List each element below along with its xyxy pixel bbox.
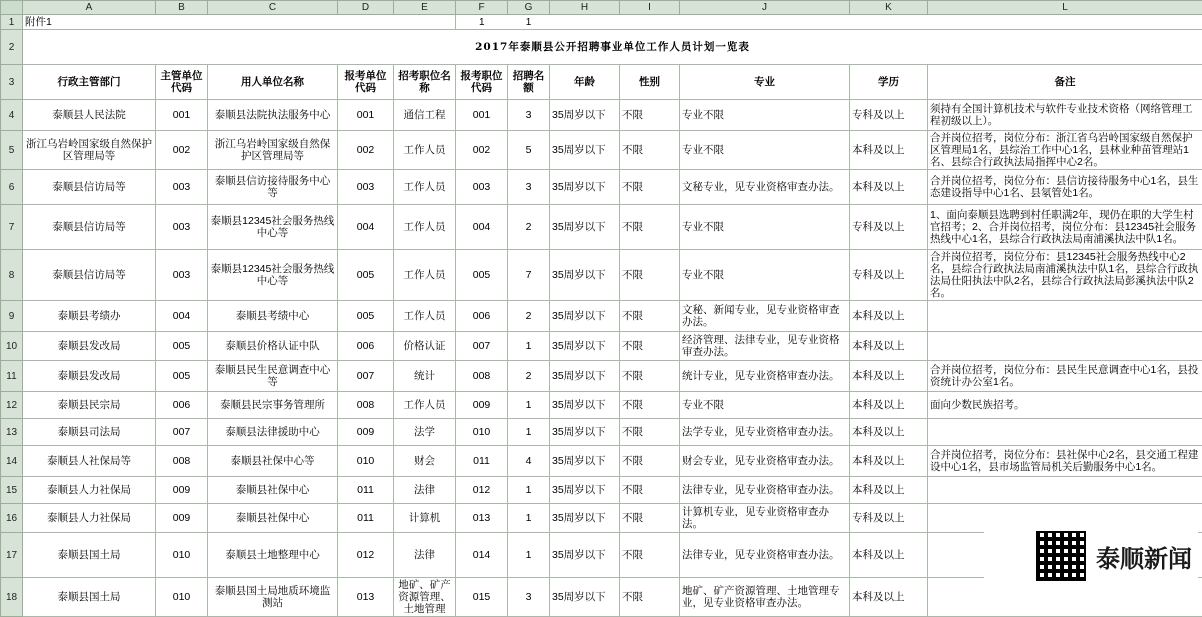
cell-unit-code: 013 bbox=[338, 578, 394, 617]
cell-unit: 泰顺县信访接待服务中心等 bbox=[208, 170, 338, 205]
column-header-A[interactable]: A bbox=[23, 1, 156, 15]
row-header-3[interactable]: 3 bbox=[1, 65, 23, 100]
cell-position-code: 002 bbox=[456, 131, 508, 170]
cell-position: 财会 bbox=[394, 446, 456, 477]
cell-unit-code: 005 bbox=[338, 250, 394, 301]
cell-position-code: 015 bbox=[456, 578, 508, 617]
table-row bbox=[1, 301, 1202, 332]
attachment-label: 附件1 bbox=[23, 15, 456, 30]
cell-remark: 合并岗位招考，岗位分布：县民生民意调查中心1名，县投资统计办公室1名。 bbox=[928, 361, 1202, 392]
cell-age: 35周岁以下 bbox=[550, 392, 620, 419]
cell-dept-code: 004 bbox=[156, 301, 208, 332]
cell-quota: 1 bbox=[508, 419, 550, 446]
cell-dept: 泰顺县信访局等 bbox=[23, 170, 156, 205]
column-header-B[interactable]: B bbox=[156, 1, 208, 15]
cell-dept-code: 005 bbox=[156, 361, 208, 392]
table-row bbox=[1, 100, 1202, 131]
row-header-2[interactable]: 2 bbox=[1, 30, 23, 65]
cell-unit: 泰顺县国土局地质环境监测站 bbox=[208, 578, 338, 617]
col-head-position: 招考职位名称 bbox=[394, 65, 456, 100]
empty-cell bbox=[850, 15, 928, 30]
cell-gender: 不限 bbox=[620, 392, 680, 419]
cell-quota: 3 bbox=[508, 578, 550, 617]
row1-mark-g: 1 bbox=[508, 15, 550, 30]
table-row bbox=[1, 131, 1202, 170]
cell-unit-code: 009 bbox=[338, 419, 394, 446]
cell-age: 35周岁以下 bbox=[550, 250, 620, 301]
cell-gender: 不限 bbox=[620, 477, 680, 504]
column-header-D[interactable]: D bbox=[338, 1, 394, 15]
cell-unit: 泰顺县社保中心等 bbox=[208, 446, 338, 477]
cell-position-code: 014 bbox=[456, 533, 508, 578]
cell-age: 35周岁以下 bbox=[550, 170, 620, 205]
column-header-I[interactable]: I bbox=[620, 1, 680, 15]
cell-age: 35周岁以下 bbox=[550, 332, 620, 361]
cell-unit: 浙江乌岩岭国家级自然保护区管理局等 bbox=[208, 131, 338, 170]
publisher-brand: 泰顺新闻 bbox=[1096, 539, 1192, 574]
col-head-unit-code: 报考单位代码 bbox=[338, 65, 394, 100]
cell-dept: 泰顺县人力社保局 bbox=[23, 477, 156, 504]
row-header-18[interactable]: 18 bbox=[1, 578, 23, 617]
cell-position-code: 005 bbox=[456, 250, 508, 301]
cell-major: 计算机专业，见专业资格审查办法。 bbox=[680, 504, 850, 533]
cell-education: 专科及以上 bbox=[850, 100, 928, 131]
cell-remark: 须持有全国计算机技术与软件专业技术资格（网络管理工程初级以上）。 bbox=[928, 100, 1202, 131]
cell-unit: 泰顺县社保中心 bbox=[208, 477, 338, 504]
row-header-11[interactable]: 11 bbox=[1, 361, 23, 392]
cell-unit-code: 001 bbox=[338, 100, 394, 131]
cell-quota: 1 bbox=[508, 477, 550, 504]
page-title: 2017年泰顺县公开招聘事业单位工作人员计划一览表 bbox=[23, 30, 1202, 65]
table-row bbox=[1, 419, 1202, 446]
cell-position-code: 012 bbox=[456, 477, 508, 504]
col-head-age: 年龄 bbox=[550, 65, 620, 100]
cell-gender: 不限 bbox=[620, 205, 680, 250]
cell-education: 专科及以上 bbox=[850, 250, 928, 301]
col-head-major: 专业 bbox=[680, 65, 850, 100]
grid-corner[interactable] bbox=[1, 1, 23, 15]
cell-position-code: 008 bbox=[456, 361, 508, 392]
cell-remark: 合并岗位招考，岗位分布：县12345社会服务热线中心2名，县综合行政执法局南浦溪执法中队1名，县综合行政执法局仕阳执法中队2名，县综合行政执法局彭溪执法中队2名。 bbox=[928, 250, 1202, 301]
col-head-quota: 招聘名额 bbox=[508, 65, 550, 100]
cell-position: 工作人员 bbox=[394, 392, 456, 419]
cell-quota: 1 bbox=[508, 504, 550, 533]
row-header-9[interactable]: 9 bbox=[1, 301, 23, 332]
cell-position-code: 013 bbox=[456, 504, 508, 533]
column-header-F[interactable]: F bbox=[456, 1, 508, 15]
col-head-position-code: 报考职位代码 bbox=[456, 65, 508, 100]
empty-cell bbox=[620, 15, 680, 30]
cell-position: 工作人员 bbox=[394, 131, 456, 170]
cell-unit-code: 011 bbox=[338, 477, 394, 504]
cell-major: 专业不限 bbox=[680, 392, 850, 419]
row-header-14[interactable]: 14 bbox=[1, 446, 23, 477]
cell-gender: 不限 bbox=[620, 301, 680, 332]
cell-unit: 泰顺县社保中心 bbox=[208, 504, 338, 533]
qr-code-icon bbox=[1034, 529, 1088, 583]
cell-dept-code: 005 bbox=[156, 332, 208, 361]
cell-remark: 1、面向泰顺县选聘到村任职满2年，现仍在职的大学生村官招考；2、合并岗位招考，岗位分布：县12345社会服务热线中心1名，县综合行政执法局南浦溪执法中队1名。 bbox=[928, 205, 1202, 250]
column-header-L[interactable]: L bbox=[928, 1, 1202, 15]
cell-dept-code: 007 bbox=[156, 419, 208, 446]
row-header-4[interactable]: 4 bbox=[1, 100, 23, 131]
table-row bbox=[1, 446, 1202, 477]
cell-dept: 泰顺县考绩办 bbox=[23, 301, 156, 332]
cell-major: 文秘专业，见专业资格审查办法。 bbox=[680, 170, 850, 205]
cell-dept-code: 010 bbox=[156, 578, 208, 617]
cell-gender: 不限 bbox=[620, 419, 680, 446]
cell-education: 本科及以上 bbox=[850, 170, 928, 205]
cell-major: 财会专业，见专业资格审查办法。 bbox=[680, 446, 850, 477]
table-row bbox=[1, 205, 1202, 250]
table-row bbox=[1, 392, 1202, 419]
cell-major: 统计专业，见专业资格审查办法。 bbox=[680, 361, 850, 392]
cell-position-code: 007 bbox=[456, 332, 508, 361]
cell-remark bbox=[928, 301, 1202, 332]
cell-unit-code: 003 bbox=[338, 170, 394, 205]
column-header-G[interactable]: G bbox=[508, 1, 550, 15]
cell-remark bbox=[928, 477, 1202, 504]
cell-education: 本科及以上 bbox=[850, 131, 928, 170]
cell-remark bbox=[928, 419, 1202, 446]
cell-position: 计算机 bbox=[394, 504, 456, 533]
cell-unit-code: 011 bbox=[338, 504, 394, 533]
cell-education: 本科及以上 bbox=[850, 533, 928, 578]
cell-unit-code: 002 bbox=[338, 131, 394, 170]
cell-gender: 不限 bbox=[620, 332, 680, 361]
cell-dept-code: 002 bbox=[156, 131, 208, 170]
col-head-gender: 性别 bbox=[620, 65, 680, 100]
cell-major: 法律专业，见专业资格审查办法。 bbox=[680, 477, 850, 504]
cell-age: 35周岁以下 bbox=[550, 131, 620, 170]
table-row bbox=[1, 332, 1202, 361]
cell-position: 法律 bbox=[394, 477, 456, 504]
cell-age: 35周岁以下 bbox=[550, 477, 620, 504]
cell-age: 35周岁以下 bbox=[550, 578, 620, 617]
empty-cell bbox=[680, 15, 850, 30]
table-row bbox=[1, 361, 1202, 392]
cell-dept-code: 009 bbox=[156, 504, 208, 533]
cell-age: 35周岁以下 bbox=[550, 419, 620, 446]
cell-education: 本科及以上 bbox=[850, 301, 928, 332]
row-header-16[interactable]: 16 bbox=[1, 504, 23, 533]
column-header-C[interactable]: C bbox=[208, 1, 338, 15]
cell-position: 工作人员 bbox=[394, 301, 456, 332]
cell-gender: 不限 bbox=[620, 170, 680, 205]
table-row bbox=[1, 477, 1202, 504]
cell-gender: 不限 bbox=[620, 578, 680, 617]
cell-position-code: 001 bbox=[456, 100, 508, 131]
cell-unit: 泰顺县考绩中心 bbox=[208, 301, 338, 332]
cell-unit-code: 007 bbox=[338, 361, 394, 392]
cell-position: 工作人员 bbox=[394, 250, 456, 301]
row-header-15[interactable]: 15 bbox=[1, 477, 23, 504]
cell-dept-code: 008 bbox=[156, 446, 208, 477]
col-head-remark: 备注 bbox=[928, 65, 1202, 100]
cell-dept-code: 003 bbox=[156, 205, 208, 250]
cell-age: 35周岁以下 bbox=[550, 446, 620, 477]
row-header-10[interactable]: 10 bbox=[1, 332, 23, 361]
cell-dept: 泰顺县人民法院 bbox=[23, 100, 156, 131]
cell-unit-code: 008 bbox=[338, 392, 394, 419]
cell-quota: 1 bbox=[508, 533, 550, 578]
cell-major: 法学专业，见专业资格审查办法。 bbox=[680, 419, 850, 446]
cell-dept: 泰顺县国土局 bbox=[23, 533, 156, 578]
cell-position-code: 010 bbox=[456, 419, 508, 446]
cell-education: 专科及以上 bbox=[850, 205, 928, 250]
cell-dept-code: 006 bbox=[156, 392, 208, 419]
cell-quota: 1 bbox=[508, 332, 550, 361]
cell-unit: 泰顺县12345社会服务热线中心等 bbox=[208, 205, 338, 250]
cell-age: 35周岁以下 bbox=[550, 301, 620, 332]
row-header-17[interactable]: 17 bbox=[1, 533, 23, 578]
cell-unit-code: 005 bbox=[338, 301, 394, 332]
cell-unit: 泰顺县民生民意调查中心等 bbox=[208, 361, 338, 392]
cell-unit: 泰顺县法院执法服务中心 bbox=[208, 100, 338, 131]
empty-cell bbox=[928, 15, 1202, 30]
col-head-unit: 用人单位名称 bbox=[208, 65, 338, 100]
cell-position: 法律 bbox=[394, 533, 456, 578]
cell-dept-code: 003 bbox=[156, 250, 208, 301]
cell-major: 经济管理、法律专业，见专业资格审查办法。 bbox=[680, 332, 850, 361]
cell-age: 35周岁以下 bbox=[550, 361, 620, 392]
cell-quota: 2 bbox=[508, 205, 550, 250]
row1-mark-f: 1 bbox=[456, 15, 508, 30]
cell-unit: 泰顺县土地整理中心 bbox=[208, 533, 338, 578]
cell-gender: 不限 bbox=[620, 250, 680, 301]
cell-education: 本科及以上 bbox=[850, 332, 928, 361]
cell-position: 地矿、矿产资源管理、土地管理 bbox=[394, 578, 456, 617]
cell-position: 工作人员 bbox=[394, 205, 456, 250]
cell-unit-code: 010 bbox=[338, 446, 394, 477]
column-header-H[interactable]: H bbox=[550, 1, 620, 15]
cell-position: 法学 bbox=[394, 419, 456, 446]
cell-position-code: 004 bbox=[456, 205, 508, 250]
cell-position: 工作人员 bbox=[394, 170, 456, 205]
row-header-12[interactable]: 12 bbox=[1, 392, 23, 419]
cell-quota: 7 bbox=[508, 250, 550, 301]
cell-remark: 合并岗位招考，岗位分布：县信访接待服务中心1名，县生态建设指导中心1名、县氡管处1名。 bbox=[928, 170, 1202, 205]
cell-dept: 泰顺县民宗局 bbox=[23, 392, 156, 419]
cell-unit: 泰顺县民宗事务管理所 bbox=[208, 392, 338, 419]
col-head-education: 学历 bbox=[850, 65, 928, 100]
cell-education: 本科及以上 bbox=[850, 446, 928, 477]
cell-remark: 面向少数民族招考。 bbox=[928, 392, 1202, 419]
cell-major: 专业不限 bbox=[680, 131, 850, 170]
row-header-8[interactable]: 8 bbox=[1, 250, 23, 301]
cell-quota: 2 bbox=[508, 301, 550, 332]
cell-quota: 5 bbox=[508, 131, 550, 170]
cell-quota: 2 bbox=[508, 361, 550, 392]
column-header-row bbox=[1, 1, 1202, 15]
cell-position-code: 011 bbox=[456, 446, 508, 477]
cell-position: 通信工程 bbox=[394, 100, 456, 131]
row-header-6[interactable]: 6 bbox=[1, 170, 23, 205]
cell-dept-code: 001 bbox=[156, 100, 208, 131]
cell-dept-code: 009 bbox=[156, 477, 208, 504]
cell-education: 专科及以上 bbox=[850, 504, 928, 533]
cell-dept: 泰顺县信访局等 bbox=[23, 205, 156, 250]
cell-quota: 1 bbox=[508, 392, 550, 419]
cell-unit: 泰顺县法律援助中心 bbox=[208, 419, 338, 446]
cell-major: 地矿、矿产资源管理、土地管理专业，见专业资格审查办法。 bbox=[680, 578, 850, 617]
table-row bbox=[1, 170, 1202, 205]
column-header-K[interactable]: K bbox=[850, 1, 928, 15]
cell-gender: 不限 bbox=[620, 446, 680, 477]
cell-position: 价格认证 bbox=[394, 332, 456, 361]
cell-dept: 泰顺县国土局 bbox=[23, 578, 156, 617]
cell-dept: 泰顺县司法局 bbox=[23, 419, 156, 446]
publisher-watermark bbox=[984, 528, 1198, 584]
row-header-7[interactable]: 7 bbox=[1, 205, 23, 250]
cell-unit: 泰顺县12345社会服务热线中心等 bbox=[208, 250, 338, 301]
table-row bbox=[1, 15, 1202, 30]
cell-age: 35周岁以下 bbox=[550, 205, 620, 250]
cell-dept: 泰顺县人力社保局 bbox=[23, 504, 156, 533]
cell-education: 本科及以上 bbox=[850, 477, 928, 504]
cell-gender: 不限 bbox=[620, 131, 680, 170]
row-header-13[interactable]: 13 bbox=[1, 419, 23, 446]
empty-cell bbox=[550, 15, 620, 30]
column-header-E[interactable]: E bbox=[394, 1, 456, 15]
cell-quota: 4 bbox=[508, 446, 550, 477]
cell-age: 35周岁以下 bbox=[550, 504, 620, 533]
cell-unit-code: 012 bbox=[338, 533, 394, 578]
cell-dept: 泰顺县信访局等 bbox=[23, 250, 156, 301]
cell-education: 本科及以上 bbox=[850, 392, 928, 419]
cell-age: 35周岁以下 bbox=[550, 100, 620, 131]
cell-dept: 浙江乌岩岭国家级自然保护区管理局等 bbox=[23, 131, 156, 170]
column-header-J[interactable]: J bbox=[680, 1, 850, 15]
row-header-1[interactable]: 1 bbox=[1, 15, 23, 30]
cell-dept: 泰顺县发改局 bbox=[23, 332, 156, 361]
cell-dept: 泰顺县发改局 bbox=[23, 361, 156, 392]
cell-remark: 合并岗位招考，岗位分布：县社保中心2名，县交通工程建设中心1名，县市场监管局机关后勤服务中心1名。 bbox=[928, 446, 1202, 477]
cell-age: 35周岁以下 bbox=[550, 533, 620, 578]
cell-unit-code: 006 bbox=[338, 332, 394, 361]
cell-dept-code: 010 bbox=[156, 533, 208, 578]
cell-quota: 3 bbox=[508, 100, 550, 131]
cell-position-code: 003 bbox=[456, 170, 508, 205]
cell-education: 本科及以上 bbox=[850, 419, 928, 446]
row-header-5[interactable]: 5 bbox=[1, 131, 23, 170]
cell-education: 本科及以上 bbox=[850, 361, 928, 392]
cell-remark: 合并岗位招考，岗位分布：浙江省乌岩岭国家级自然保护区管理局1名，县综治工作中心1名，县林业种苗管理站1名、县综合行政执法局指挥中心2名。 bbox=[928, 131, 1202, 170]
col-head-dept: 行政主管部门 bbox=[23, 65, 156, 100]
cell-quota: 3 bbox=[508, 170, 550, 205]
cell-unit: 泰顺县价格认证中队 bbox=[208, 332, 338, 361]
cell-gender: 不限 bbox=[620, 533, 680, 578]
cell-position-code: 009 bbox=[456, 392, 508, 419]
cell-major: 专业不限 bbox=[680, 250, 850, 301]
cell-position-code: 006 bbox=[456, 301, 508, 332]
cell-major: 专业不限 bbox=[680, 100, 850, 131]
cell-gender: 不限 bbox=[620, 361, 680, 392]
col-head-dept-code: 主管单位代码 bbox=[156, 65, 208, 100]
table-row bbox=[1, 30, 1202, 65]
cell-major: 专业不限 bbox=[680, 205, 850, 250]
cell-dept-code: 003 bbox=[156, 170, 208, 205]
table-row bbox=[1, 250, 1202, 301]
cell-gender: 不限 bbox=[620, 504, 680, 533]
cell-unit-code: 004 bbox=[338, 205, 394, 250]
cell-dept: 泰顺县人社保局等 bbox=[23, 446, 156, 477]
cell-major: 法律专业，见专业资格审查办法。 bbox=[680, 533, 850, 578]
cell-major: 文秘、新闻专业，见专业资格审查办法。 bbox=[680, 301, 850, 332]
cell-gender: 不限 bbox=[620, 100, 680, 131]
cell-position: 统计 bbox=[394, 361, 456, 392]
cell-education: 本科及以上 bbox=[850, 578, 928, 617]
cell-remark bbox=[928, 332, 1202, 361]
table-header-row bbox=[1, 65, 1202, 100]
